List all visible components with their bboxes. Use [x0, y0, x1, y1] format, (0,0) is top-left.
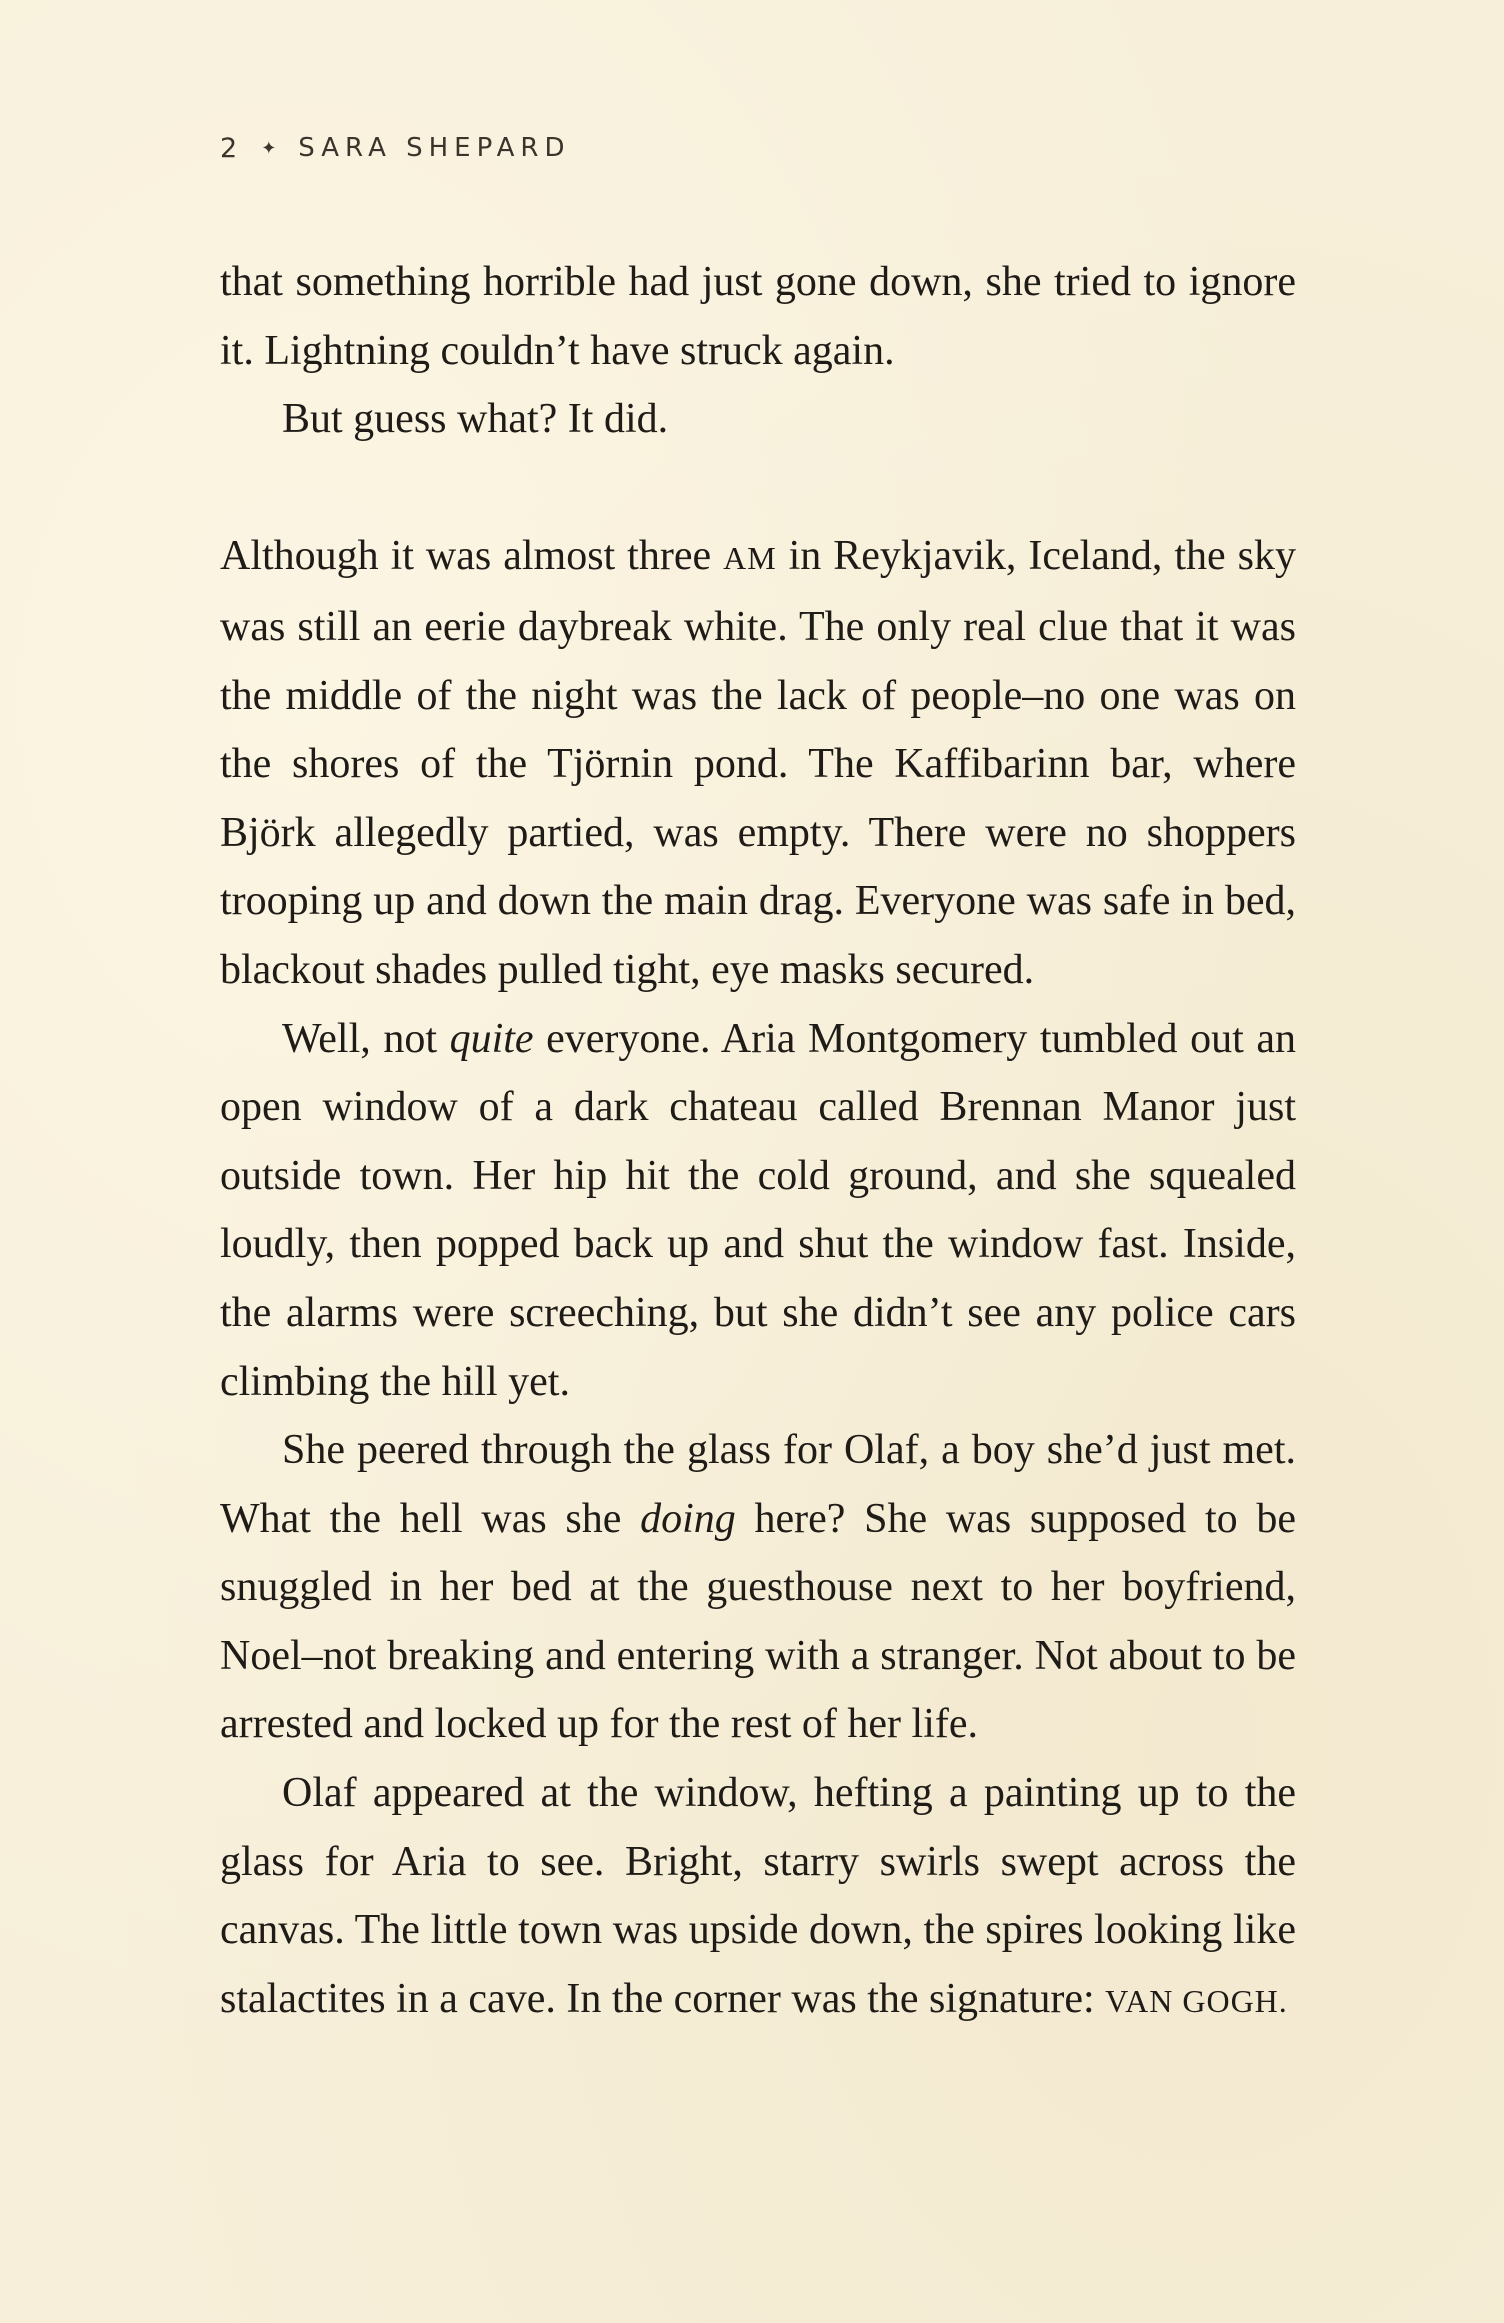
text-run: in Reykjavik, Iceland, the sky was still an eerie daybreak white. The only real clue that it was the middle of the night was the lack of people–no one was on the shores of the Tjörnin pond. The Kaffibarinn bar, where Björk allegedly partied, was empty. There were no shoppers trooping up and down the main drag. Everyone was safe in bed, blackout shades pulled tight, eye masks secured. — [220, 533, 1296, 993]
text-run: here? She was supposed to be snuggled in her bed at the guesthouse next to her boyfriend, Noel–not breaking and entering with a stranger. Not about to be arrested and locked up for the rest of her life. — [220, 1495, 1296, 1748]
paragraph: But guess what? It did. — [282, 396, 669, 443]
text-run: Although it was almost three — [220, 533, 724, 580]
body-text — [220, 248, 1296, 2035]
paragraph-section-start — [220, 522, 1296, 1004]
paragraph — [220, 1759, 1296, 2035]
text-run: She peered through the glass for Olaf, a boy she’d just met. What the hell was she — [220, 1427, 1296, 1542]
paragraph-continuation: that something horrible had just gone down, she tried to ignore it. Lightning couldn’t have struck again. — [220, 259, 1296, 374]
text-run: Well, not — [282, 1015, 450, 1062]
separator-ornament-icon: ✦ — [261, 137, 277, 159]
text-run: Olaf appeared at the window, hefting a painting up to the glass for Aria to see. Bright, starry swirls swept across the canvas. The little town was upside down, the spires looking like stalactites in a cave. In the corner was the signature: — [220, 1770, 1296, 2022]
paragraph — [220, 1416, 1296, 1759]
small-caps-text: AM — [723, 540, 777, 577]
text-run: everyone. Aria Montgomery tumbled out an open window of a dark chateau called Brennan Manor just outside town. Her hip hit the cold ground, and she squealed loudly, then popped back up and shut the window fast. Inside, the alarms were screeching, but she didn’t see any police cars climbing the hill yet. — [220, 1015, 1296, 1405]
running-head — [220, 130, 571, 166]
paragraph — [220, 1005, 1296, 1417]
author-name: SARA SHEPARD — [298, 133, 571, 163]
small-caps-text: VAN GOGH. — [1105, 1982, 1288, 2019]
italic-text: quite — [449, 1015, 534, 1062]
page-number: 2 — [220, 132, 238, 164]
italic-text: doing — [640, 1495, 736, 1542]
